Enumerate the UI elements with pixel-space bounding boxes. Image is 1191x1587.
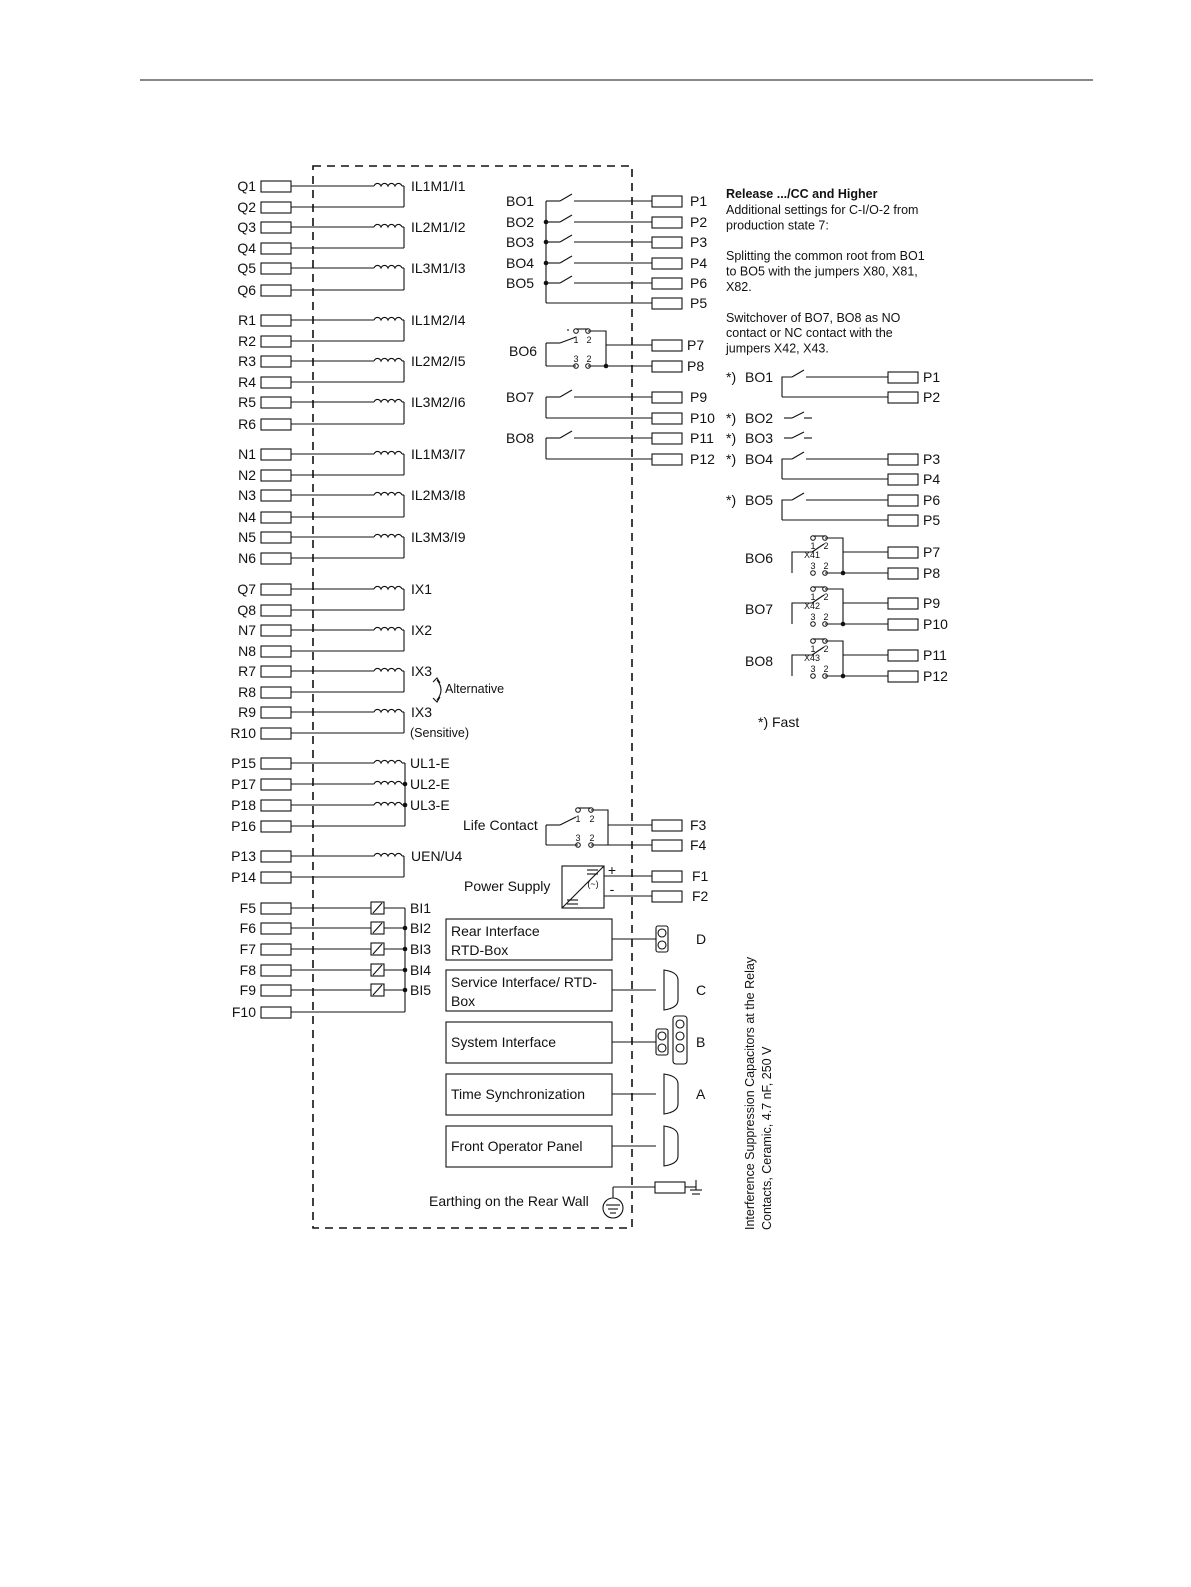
jumper-output-name: BO8 — [745, 653, 774, 669]
output-terminal-label: P3 — [690, 234, 708, 250]
input-name: IL1M3/I7 — [411, 446, 466, 462]
fast-output-name: BO5 — [745, 492, 774, 508]
output-terminal-label: P12 — [690, 451, 715, 467]
input-terminal-label: P16 — [231, 818, 256, 834]
power-supply-plus: + — [607, 862, 617, 878]
fast-note: *) Fast — [758, 714, 800, 730]
jumper-output-terminal — [888, 671, 918, 682]
output-terminal-label: P8 — [687, 358, 705, 374]
binary-input-terminal-label: F9 — [239, 982, 256, 998]
coil-symbol — [374, 317, 402, 320]
voltage-input-name: UL2-E — [410, 776, 450, 792]
output-name: BO1 — [506, 193, 535, 209]
fast-output-name: BO1 — [745, 369, 774, 385]
interface-label: System Interface — [451, 1034, 557, 1050]
binary-input-terminal — [261, 903, 291, 914]
junction-dot — [841, 674, 846, 679]
jumper-pin: 1 — [810, 541, 816, 551]
suppression-line: Interference Suppression Capacitors at the Relay — [743, 956, 757, 1230]
jumper-pin: 2 — [823, 541, 829, 551]
input-name: UEN/U4 — [411, 848, 463, 864]
interface-port-letter: C — [696, 982, 707, 998]
fast-output-lever — [792, 432, 804, 438]
jumper-name: X42 — [803, 601, 821, 611]
output-terminal — [652, 258, 682, 269]
jumper-output-terminal — [888, 598, 918, 609]
output-terminal-label: P4 — [690, 255, 708, 271]
jumper-pin: 3 — [810, 664, 816, 674]
coil-symbol — [374, 358, 402, 361]
coil-symbol — [374, 586, 402, 589]
binary-input-terminal-label: F7 — [239, 941, 256, 957]
interface-label: Front Operator Panel — [451, 1138, 583, 1154]
jumper-pin: 2 — [823, 612, 829, 622]
input-terminal-label: R2 — [238, 333, 256, 349]
binary-input-name: BI4 — [410, 962, 432, 978]
fast-output-lever — [792, 493, 804, 500]
coil-symbol — [374, 534, 402, 537]
junction-dot — [403, 926, 408, 931]
input-terminal-label: Q7 — [237, 581, 256, 597]
interface-label: Rear Interface — [451, 923, 540, 939]
voltage-input-name: UL3-E — [410, 797, 450, 813]
fast-output-wire — [782, 459, 792, 479]
fast-output-name: BO2 — [745, 410, 774, 426]
fast-output-terminal — [888, 372, 918, 383]
input-name: IL1M2/I4 — [411, 312, 466, 328]
jumper-output-terminal — [888, 568, 918, 579]
output-contact-lever — [560, 194, 572, 201]
output-contact-lever — [560, 215, 572, 222]
fast-output-wire — [782, 500, 792, 520]
coil-symbol — [374, 668, 402, 671]
input-terminal-label: N8 — [238, 643, 256, 659]
input-terminal — [261, 336, 291, 347]
junction-dot — [604, 364, 609, 369]
fast-mark: *) — [726, 410, 737, 426]
output-terminal — [652, 340, 682, 351]
input-terminal-label: N5 — [238, 529, 256, 545]
junction-dot — [403, 947, 408, 952]
input-terminal — [261, 181, 291, 192]
jumper-name: X41 — [803, 550, 821, 560]
interface-label: Time Synchronization — [451, 1086, 586, 1102]
port-d-fiber — [658, 941, 666, 949]
device-housing — [313, 166, 632, 1228]
notes-line: X82. — [726, 280, 752, 294]
jumper-output-terminal-label: P7 — [923, 544, 941, 560]
binary-input-terminal-label: F6 — [239, 920, 256, 936]
coil-symbol — [374, 265, 402, 268]
port-b-fiber — [658, 1032, 666, 1040]
interface-port — [664, 1126, 678, 1166]
interface-port — [664, 970, 678, 1010]
input-name: IX3 — [411, 663, 433, 679]
input-terminal-label: R8 — [238, 684, 256, 700]
input-terminal — [261, 687, 291, 698]
life-contact-lever — [560, 817, 576, 825]
input-terminal-label: N1 — [238, 446, 256, 462]
interface-label: RTD-Box — [451, 942, 509, 958]
coil-symbol — [374, 853, 402, 856]
input-terminal — [261, 553, 291, 564]
junction-dot — [403, 988, 408, 993]
notes-line: Additional settings for C-I/O-2 from — [726, 203, 919, 217]
input-terminal — [261, 821, 291, 832]
jumper-output-terminal-label: P12 — [923, 668, 948, 684]
input-name: IL3M3/I9 — [411, 529, 466, 545]
input-name: IX1 — [411, 581, 433, 597]
fast-output-terminal — [888, 474, 918, 485]
jumper-pin: 2 — [823, 561, 829, 571]
output-contact-lever — [560, 390, 572, 397]
bo6-pin: 1 — [573, 335, 579, 345]
contact-pin — [811, 571, 816, 576]
input-terminal — [261, 532, 291, 543]
alternative-arrowheads — [433, 678, 440, 702]
output-terminal — [652, 820, 682, 831]
output-terminal — [652, 433, 682, 444]
interface-port — [664, 1074, 678, 1114]
power-supply-minus: - — [609, 881, 615, 897]
input-terminal — [261, 377, 291, 388]
contact-pin — [811, 674, 816, 679]
binary-input-name: BI5 — [410, 982, 432, 998]
port-b-fiber — [676, 1032, 684, 1040]
interface-label: Box — [451, 993, 476, 1009]
output-terminal — [652, 278, 682, 289]
input-terminal — [261, 800, 291, 811]
fast-output-terminal-label: P5 — [923, 512, 941, 528]
voltage-input-name: UL1-E — [410, 755, 450, 771]
coil-symbol — [374, 802, 402, 805]
input-terminal — [261, 285, 291, 296]
sensitive-label: (Sensitive) — [410, 726, 470, 740]
output-terminal — [652, 413, 682, 424]
input-terminal — [261, 222, 291, 233]
jumper-output-terminal — [888, 619, 918, 630]
output-name: BO7 — [506, 389, 535, 405]
contact-pin — [811, 622, 816, 627]
port-d-fiber — [658, 929, 666, 937]
jumper-output-name: BO6 — [745, 550, 774, 566]
coil-symbol — [374, 492, 402, 495]
output-name: BO2 — [506, 214, 535, 230]
input-terminal — [261, 202, 291, 213]
input-terminal — [261, 625, 291, 636]
input-terminal-label: N3 — [238, 487, 256, 503]
output-terminal — [652, 196, 682, 207]
input-terminal-label: N7 — [238, 622, 256, 638]
output-terminal — [652, 237, 682, 248]
input-terminal-label: R7 — [238, 663, 256, 679]
input-terminal — [261, 646, 291, 657]
jumper-pin: 1 — [810, 592, 816, 602]
coil-symbol — [374, 781, 402, 784]
jumper-pin: 2 — [823, 592, 829, 602]
interface-port-letter: D — [696, 931, 707, 947]
output-terminal — [652, 840, 682, 851]
output-name: BO4 — [506, 255, 535, 271]
input-terminal-label: R5 — [238, 394, 256, 410]
port-b-fiber — [658, 1044, 666, 1052]
input-terminal-label: Q4 — [237, 240, 256, 256]
output-terminal-label: P7 — [687, 337, 705, 353]
junction-dot — [544, 261, 549, 266]
output-terminal-label: P11 — [690, 430, 714, 446]
life-contact-pin: 2 — [589, 814, 595, 824]
notes-line: Splitting the common root from BO1 — [726, 249, 925, 264]
interface-port-letter: A — [696, 1086, 706, 1102]
earthing-label: Earthing on the Rear Wall — [429, 1193, 589, 1209]
input-terminal — [261, 605, 291, 616]
jumper-output-terminal — [888, 547, 918, 558]
junction-dot — [841, 571, 846, 576]
bo6-pin: 3 — [573, 354, 579, 364]
input-name: IX3 — [411, 704, 433, 720]
output-terminal — [652, 392, 682, 403]
input-terminal — [261, 243, 291, 254]
input-name: IL2M1/I2 — [411, 219, 466, 235]
input-terminal — [261, 584, 291, 595]
power-terminal — [652, 871, 682, 882]
output-terminal-label: P2 — [690, 214, 708, 230]
power-supply-symbol: (~) — [587, 879, 599, 889]
fast-mark: *) — [726, 492, 737, 508]
fast-output-terminal-label: P6 — [923, 492, 941, 508]
input-terminal-label: P17 — [231, 776, 256, 792]
input-terminal-label: P18 — [231, 797, 256, 813]
output-terminal-label: F3 — [690, 817, 707, 833]
bo6-pin: 2 — [586, 354, 592, 364]
junction-dot — [403, 968, 408, 973]
notes-line: to BO5 with the jumpers X80, X81, — [726, 264, 918, 279]
input-terminal-label: N2 — [238, 467, 256, 483]
input-terminal-label: Q8 — [237, 602, 256, 618]
power-terminal — [652, 891, 682, 902]
input-terminal — [261, 666, 291, 677]
output-terminal — [652, 217, 682, 228]
coil-symbol — [374, 760, 402, 763]
fast-mark: *) — [726, 369, 737, 385]
notes-line: Switchover of BO7, BO8 as NO — [726, 310, 901, 325]
output-terminal — [652, 361, 682, 372]
jumper-output-terminal-label: P9 — [923, 595, 941, 611]
fast-output-lever — [792, 452, 804, 459]
jumper-output-terminal-label: P11 — [923, 647, 947, 663]
input-name: IL2M3/I8 — [411, 487, 466, 503]
input-name: IL3M2/I6 — [411, 394, 466, 410]
output-terminal — [652, 454, 682, 465]
output-terminal-label: P5 — [690, 295, 708, 311]
notes-line: production state 7: — [726, 218, 829, 233]
input-terminal — [261, 419, 291, 430]
jumper-pin: 3 — [810, 612, 816, 622]
input-terminal-label: Q6 — [237, 282, 256, 298]
output-terminal-label: P6 — [690, 275, 708, 291]
input-terminal-label: R10 — [230, 725, 256, 741]
binary-input-terminal-label: F5 — [239, 900, 256, 916]
junction-dot — [544, 240, 549, 245]
input-terminal — [261, 872, 291, 883]
input-terminal — [261, 779, 291, 790]
fast-output-terminal-label: P3 — [923, 451, 941, 467]
coil-symbol — [374, 627, 402, 630]
coil-symbol — [374, 451, 402, 454]
input-terminal — [261, 470, 291, 481]
fast-output-name: BO4 — [745, 451, 774, 467]
life-contact-pin: 2 — [589, 833, 595, 843]
fast-output-wire — [782, 377, 792, 397]
output-terminal — [652, 298, 682, 309]
jumper-output-name: BO7 — [745, 601, 774, 617]
alternative-label: Alternative — [445, 682, 505, 696]
output-contact-lever — [560, 276, 572, 283]
output-name: BO3 — [506, 234, 535, 250]
jumper-output-terminal-label: P10 — [923, 616, 948, 632]
fast-mark: *) — [726, 451, 737, 467]
fast-output-terminal — [888, 515, 918, 526]
junction-dot — [403, 803, 408, 808]
earth-terminal — [655, 1182, 685, 1193]
input-name: IL3M1/I3 — [411, 260, 466, 276]
input-terminal — [261, 397, 291, 408]
fast-output-terminal — [888, 454, 918, 465]
binary-input-terminal — [261, 965, 291, 976]
notes-title: Release .../CC and Higher — [726, 187, 878, 201]
interface-label: Service Interface/ RTD- — [451, 974, 598, 990]
port-b-fiber — [676, 1044, 684, 1052]
fast-output-terminal-label: P1 — [923, 369, 941, 385]
coil-symbol — [374, 224, 402, 227]
input-terminal-label: R6 — [238, 416, 256, 432]
fast-output-terminal — [888, 495, 918, 506]
interface-port-letter: B — [696, 1034, 706, 1050]
fast-output-terminal — [888, 392, 918, 403]
input-terminal-label: N4 — [238, 509, 256, 525]
bo6-pin: 2 — [586, 335, 592, 345]
input-terminal-label: Q2 — [237, 199, 256, 215]
life-contact-pin: 1 — [575, 814, 581, 824]
output-terminal-label: P9 — [690, 389, 708, 405]
power-terminal-label: F1 — [692, 868, 709, 884]
input-terminal — [261, 707, 291, 718]
input-terminal-label: R1 — [238, 312, 256, 328]
input-terminal-label: R9 — [238, 704, 256, 720]
input-terminal — [261, 263, 291, 274]
life-contact-label: Life Contact — [463, 817, 538, 833]
binary-input-terminal — [261, 1007, 291, 1018]
input-terminal-label: Q3 — [237, 219, 256, 235]
output-contact-lever — [560, 256, 572, 263]
input-name: IL2M2/I5 — [411, 353, 466, 369]
input-name: IX2 — [411, 622, 433, 638]
coil-symbol — [374, 399, 402, 402]
input-terminal — [261, 728, 291, 739]
output-contact-lever — [560, 235, 572, 242]
input-terminal-label: R4 — [238, 374, 256, 390]
port-b-fiber — [676, 1020, 684, 1028]
jumper-pin: 3 — [810, 561, 816, 571]
input-terminal — [261, 512, 291, 523]
binary-input-terminal — [261, 923, 291, 934]
input-terminal-label: P15 — [231, 755, 256, 771]
bo6-name: BO6 — [509, 343, 538, 359]
power-supply-label: Power Supply — [464, 878, 551, 894]
binary-input-terminal — [261, 944, 291, 955]
junction-dot — [841, 622, 846, 627]
junction-dot — [544, 281, 549, 286]
input-terminal-label: Q5 — [237, 260, 256, 276]
output-name: BO5 — [506, 275, 535, 291]
input-terminal-label: N6 — [238, 550, 256, 566]
jumper-pin: 2 — [823, 664, 829, 674]
suppression-note — [743, 956, 774, 1230]
binary-input-name: BI1 — [410, 900, 432, 916]
fast-output-name: BO3 — [745, 430, 774, 446]
input-terminal — [261, 490, 291, 501]
binary-input-terminal — [261, 985, 291, 996]
output-terminal-label: P1 — [690, 193, 708, 209]
jumper-output-terminal — [888, 650, 918, 661]
junction-dot — [403, 782, 408, 787]
notes-line: jumpers X42, X43. — [726, 341, 829, 356]
fast-output-terminal-label: P2 — [923, 389, 941, 405]
fast-output-lever — [792, 370, 804, 377]
binary-input-terminal-label: F8 — [239, 962, 256, 978]
input-terminal-label: P14 — [231, 869, 256, 885]
output-terminal-label: P10 — [690, 410, 715, 426]
jumper-pin: 2 — [823, 644, 829, 654]
binary-input-name: BI2 — [410, 920, 432, 936]
input-terminal — [261, 851, 291, 862]
input-terminal-label: P13 — [231, 848, 256, 864]
input-terminal-label: Q1 — [237, 178, 256, 194]
life-contact-pin: 3 — [575, 833, 581, 843]
input-name: IL1M1/I1 — [411, 178, 466, 194]
suppression-line: Contacts, Ceramic, 4.7 nF, 250 V — [760, 1046, 774, 1230]
input-terminal — [261, 315, 291, 326]
jumper-pin: 1 — [810, 644, 816, 654]
earth-symbol — [603, 1198, 623, 1218]
fast-mark: *) — [726, 430, 737, 446]
jumper-name: X43 — [803, 653, 821, 663]
junction-dot — [544, 220, 549, 225]
jumper-output-terminal-label: P8 — [923, 565, 941, 581]
coil-symbol — [374, 183, 402, 186]
notes-line: contact or NC contact with the — [726, 326, 893, 341]
coil-symbol — [374, 709, 402, 712]
output-contact-lever — [560, 431, 572, 438]
output-terminal-label: F4 — [690, 837, 707, 853]
input-terminal-label: R3 — [238, 353, 256, 369]
fast-output-lever — [792, 412, 804, 418]
input-terminal — [261, 356, 291, 367]
power-terminal-label: F2 — [692, 888, 709, 904]
input-terminal — [261, 758, 291, 769]
alternative-arrow — [437, 680, 441, 700]
binary-input-name: BI3 — [410, 941, 432, 957]
input-terminal — [261, 449, 291, 460]
fast-output-terminal-label: P4 — [923, 471, 941, 487]
binary-input-terminal-label: F10 — [231, 1004, 256, 1020]
output-name: BO8 — [506, 430, 535, 446]
